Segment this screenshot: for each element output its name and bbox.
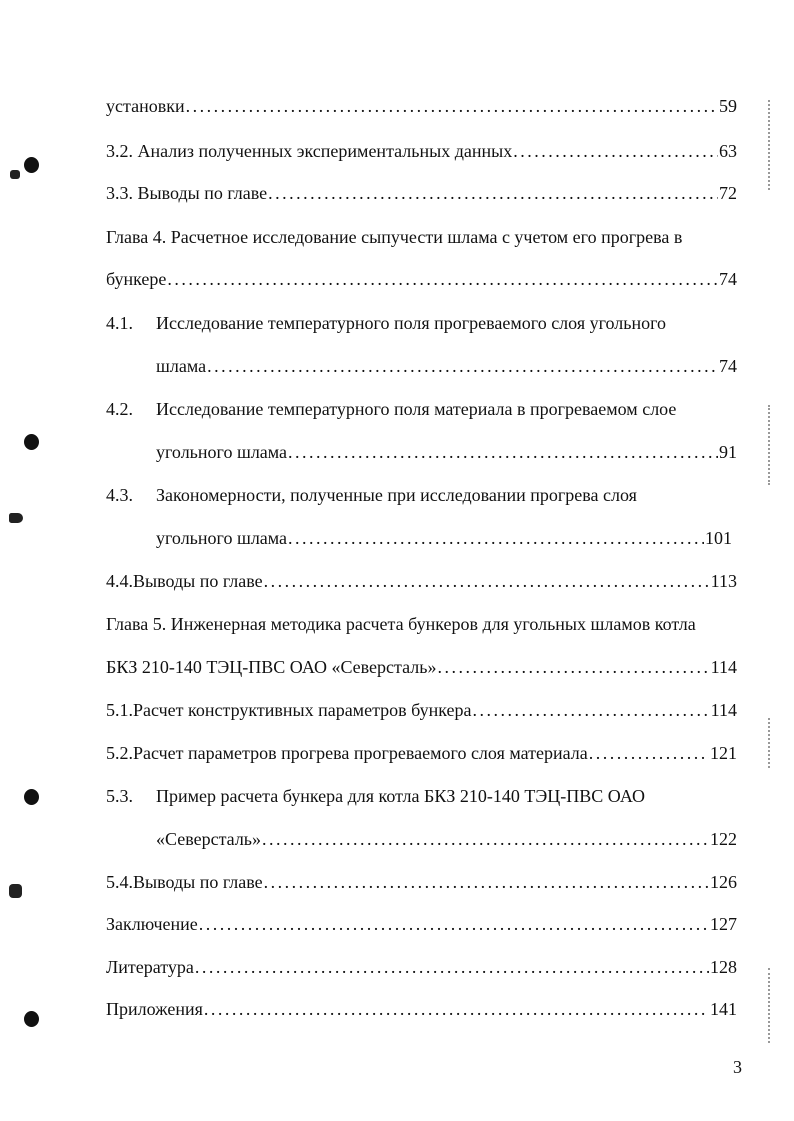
toc-entry-page: 122 [710, 829, 737, 849]
leader-dots [204, 998, 709, 1020]
toc-entry-page: 121 [710, 743, 737, 763]
toc-entry-page: 72 [719, 183, 737, 203]
section-number: 4.3. [106, 485, 133, 505]
toc-entry-title: Глава 4. Расчетное исследование сыпучести шлама с учетом его прогрева в [106, 227, 683, 247]
section-number: 4.2. [106, 399, 133, 419]
scan-margin-marks [768, 100, 778, 190]
toc-entry-title: Пример расчета бункера для котла БКЗ 210-140 ТЭЦ-ПВС ОАО [156, 786, 645, 806]
scan-speck [10, 170, 20, 179]
scan-margin-marks [768, 718, 778, 768]
toc-entry [106, 871, 737, 893]
toc-entry-page: 74 [719, 356, 737, 376]
toc-entry [156, 828, 737, 850]
leader-dots [473, 699, 710, 721]
scan-speck [9, 513, 23, 523]
toc-section-heading [106, 312, 666, 334]
toc-chapter-heading [106, 226, 682, 248]
toc-entry [156, 441, 737, 463]
leader-dots [262, 828, 709, 850]
leader-dots [513, 140, 718, 162]
leader-dots [264, 570, 710, 592]
toc-entry [106, 742, 737, 764]
toc-entry-title: 3.3. Выводы по главе [106, 183, 268, 203]
toc-entry [106, 268, 737, 290]
section-number: 5.1. [106, 700, 133, 720]
toc-entry-title: Исследование температурного поля прогреваемого слоя угольного [156, 313, 667, 333]
toc-entry-title: бункере [106, 269, 167, 289]
scan-speck [9, 884, 22, 898]
toc-entry [156, 527, 732, 549]
toc-entry-page: 101 [705, 528, 732, 548]
punch-hole [24, 1011, 39, 1027]
leader-dots [288, 441, 718, 463]
toc-section-heading [106, 398, 676, 420]
toc-entry [106, 95, 737, 117]
leader-dots [199, 913, 709, 935]
toc-entry [106, 699, 737, 721]
toc-entry-title: Глава 5. Инженерная методика расчета бункеров для угольных шламов котла [106, 614, 696, 634]
toc-entry-title: Литература [106, 957, 194, 977]
leader-dots [264, 871, 709, 893]
leader-dots [207, 355, 718, 377]
scan-margin-marks [768, 968, 778, 1043]
toc-entry-page: 127 [710, 914, 737, 934]
toc-chapter-heading [106, 613, 696, 635]
toc-entry-title: Выводы по главе [133, 571, 263, 591]
punch-hole [24, 157, 39, 173]
toc-entry [106, 998, 737, 1020]
leader-dots [167, 268, 718, 290]
toc-entry [156, 355, 737, 377]
leader-dots [268, 182, 718, 204]
toc-entry [106, 913, 737, 935]
leader-dots [437, 656, 709, 678]
toc-entry-page: 126 [710, 872, 737, 892]
toc-entry-title: 3.2. Анализ полученных экспериментальных данных [106, 141, 513, 161]
toc-entry [106, 570, 737, 592]
toc-section-heading [106, 785, 645, 807]
toc-entry-title: установки [106, 96, 185, 116]
toc-entry-title: Исследование температурного поля материала в прогреваемом слое [156, 399, 677, 419]
toc-entry-title: «Северсталь» [156, 829, 262, 849]
toc-entry-title: угольного шлама [156, 442, 288, 462]
toc-entry-page: 91 [719, 442, 737, 462]
toc-entry-title: БКЗ 210-140 ТЭЦ-ПВС ОАО «Северсталь» [106, 657, 437, 677]
toc-entry-title: Приложения [106, 999, 203, 1019]
scan-margin-marks [768, 405, 778, 485]
toc-entry [106, 656, 737, 678]
toc-entry-page: 59 [719, 96, 737, 116]
toc-entry-page: 128 [710, 957, 737, 977]
section-number: 4.1. [106, 313, 133, 333]
toc-entry [106, 956, 737, 978]
toc-entry-title: угольного шлама [156, 528, 288, 548]
toc-entry [106, 182, 737, 204]
leader-dots [195, 956, 709, 978]
toc-entry-title: Расчет конструктивных параметров бункера [133, 700, 472, 720]
toc-entry-page: 113 [710, 571, 737, 591]
toc-entry-page: 141 [710, 999, 737, 1019]
section-number: 5.2. [106, 743, 133, 763]
leader-dots [186, 95, 718, 117]
page-number: 3 [733, 1057, 742, 1077]
leader-dots [589, 742, 709, 764]
section-number: 5.3. [106, 786, 133, 806]
toc-entry [106, 140, 737, 162]
punch-hole [24, 434, 39, 450]
section-number: 4.4. [106, 571, 133, 591]
toc-entry-page: 114 [710, 700, 737, 720]
toc-entry-title: Расчет параметров прогрева прогреваемого слоя материала [133, 743, 588, 763]
toc-entry-title: Заключение [106, 914, 198, 934]
toc-entry-title: Закономерности, полученные при исследовании прогрева слоя [156, 485, 637, 505]
punch-hole [24, 789, 39, 805]
toc-entry-page: 74 [719, 269, 737, 289]
toc-entry-title: шлама [156, 356, 207, 376]
toc-entry-page: 114 [710, 657, 737, 677]
toc-entry-page: 63 [719, 141, 737, 161]
leader-dots [288, 527, 704, 549]
toc-section-heading [106, 484, 637, 506]
toc-entry-title: Выводы по главе [133, 872, 263, 892]
section-number: 5.4. [106, 872, 133, 892]
